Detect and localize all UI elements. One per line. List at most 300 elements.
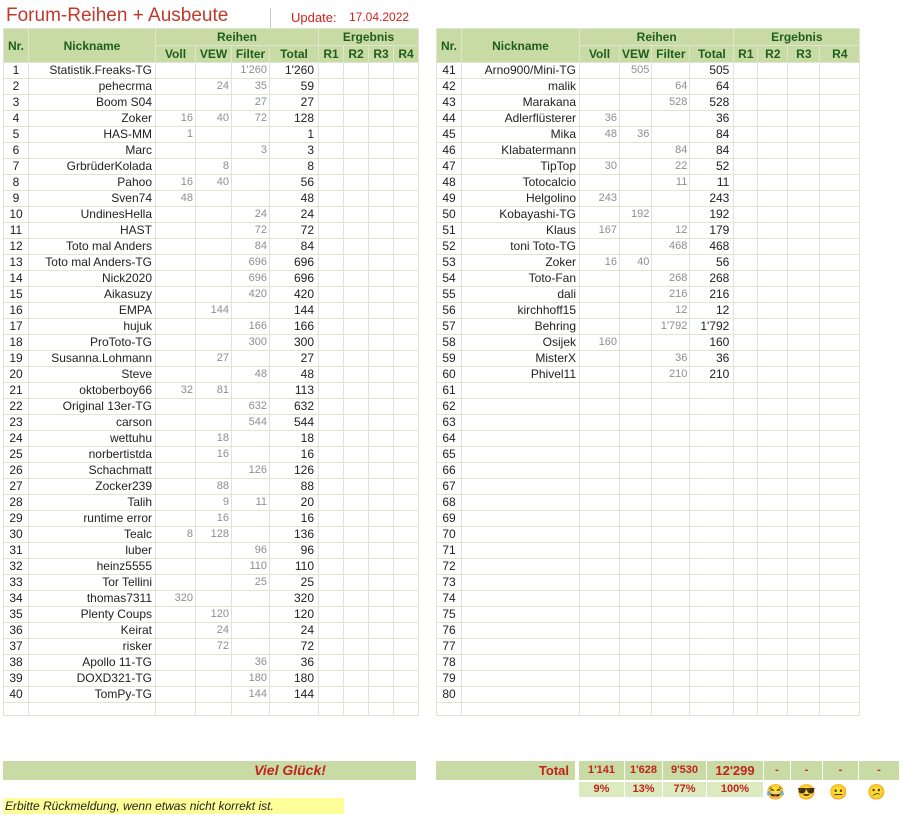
row-r2 xyxy=(758,687,788,703)
row-r2 xyxy=(344,79,369,95)
row-r2 xyxy=(344,639,369,655)
row-r3 xyxy=(369,143,394,159)
row-r2 xyxy=(758,127,788,143)
table-row xyxy=(4,687,419,703)
row-r2 xyxy=(758,399,788,415)
10er-smiley-icon: 😕 xyxy=(867,784,886,801)
table-row xyxy=(4,671,419,687)
col-r2: R2 xyxy=(344,46,369,63)
row-filter: 11 xyxy=(652,175,690,191)
row-r4 xyxy=(820,511,860,527)
row-filter: 144 xyxy=(232,687,270,703)
row-vew xyxy=(196,687,232,703)
row-filter xyxy=(652,207,690,223)
row-r3 xyxy=(369,223,394,239)
row-nickname: runtime error xyxy=(29,511,156,527)
row-r1 xyxy=(734,255,758,271)
row-r4 xyxy=(394,543,419,559)
row-r1 xyxy=(319,415,344,431)
row-nr: 64 xyxy=(437,431,462,447)
row-voll: 36 xyxy=(580,111,620,127)
sum-r2: - xyxy=(791,761,822,780)
row-nr: 42 xyxy=(437,79,462,95)
pct-vew: 13% xyxy=(625,782,662,797)
row-nickname: luber xyxy=(29,543,156,559)
table-row xyxy=(437,623,860,639)
update-label: Update: xyxy=(291,10,337,25)
row-total: 36 xyxy=(690,351,734,367)
row-r1 xyxy=(734,543,758,559)
row-nr: 69 xyxy=(437,511,462,527)
row-filter xyxy=(232,511,270,527)
footer-motto: Viel Glück! xyxy=(254,762,326,778)
blank-cell xyxy=(4,703,29,716)
row-nr: 33 xyxy=(4,575,29,591)
row-r2 xyxy=(344,527,369,543)
table-row xyxy=(4,655,419,671)
row-filter xyxy=(232,351,270,367)
row-r4 xyxy=(394,479,419,495)
row-filter: 632 xyxy=(232,399,270,415)
row-nr: 36 xyxy=(4,623,29,639)
row-filter: 22 xyxy=(652,159,690,175)
row-vew: 9 xyxy=(196,495,232,511)
row-nickname: TomPy-TG xyxy=(29,687,156,703)
row-voll xyxy=(156,575,196,591)
row-filter xyxy=(232,431,270,447)
blank-cell xyxy=(437,703,462,716)
row-nr: 72 xyxy=(437,559,462,575)
row-voll: 320 xyxy=(156,591,196,607)
row-voll xyxy=(580,271,620,287)
col-r1: R1 xyxy=(319,46,344,63)
row-voll: 167 xyxy=(580,223,620,239)
row-r3 xyxy=(369,399,394,415)
row-nr: 78 xyxy=(437,655,462,671)
row-r4 xyxy=(820,207,860,223)
table-row xyxy=(4,95,419,111)
row-vew xyxy=(620,399,652,415)
row-filter: 110 xyxy=(232,559,270,575)
row-r1 xyxy=(734,287,758,303)
row-nr: 43 xyxy=(437,95,462,111)
row-total: 16 xyxy=(270,511,319,527)
table-row xyxy=(437,351,860,367)
row-r2 xyxy=(344,367,369,383)
row-total: 505 xyxy=(690,63,734,79)
table-row xyxy=(4,175,419,191)
row-r3 xyxy=(369,479,394,495)
row-voll xyxy=(156,223,196,239)
row-nickname xyxy=(462,383,580,399)
row-nickname: oktoberboy66 xyxy=(29,383,156,399)
row-nr: 7 xyxy=(4,159,29,175)
row-voll xyxy=(580,447,620,463)
row-r4 xyxy=(820,367,860,383)
table-row xyxy=(437,191,860,207)
row-nr: 13 xyxy=(4,255,29,271)
row-filter: 72 xyxy=(232,111,270,127)
row-total: 632 xyxy=(270,399,319,415)
row-nr: 28 xyxy=(4,495,29,511)
col-nr: Nr. xyxy=(4,29,29,63)
row-nr: 56 xyxy=(437,303,462,319)
row-r2 xyxy=(758,111,788,127)
row-r2 xyxy=(344,591,369,607)
table-row xyxy=(4,607,419,623)
table-row xyxy=(4,335,419,351)
row-r3 xyxy=(788,111,820,127)
row-nickname: dali xyxy=(462,287,580,303)
row-r1 xyxy=(734,431,758,447)
table-row xyxy=(4,367,419,383)
row-r4 xyxy=(394,575,419,591)
row-voll xyxy=(156,95,196,111)
row-vew xyxy=(196,463,232,479)
table-row xyxy=(4,351,419,367)
row-vew xyxy=(620,671,652,687)
row-total xyxy=(690,511,734,527)
row-total xyxy=(690,639,734,655)
col-group-ergebnis: Ergebnis xyxy=(319,29,419,46)
blank-cell xyxy=(29,703,156,716)
row-nickname xyxy=(462,655,580,671)
row-r2 xyxy=(758,543,788,559)
row-r4 xyxy=(820,399,860,415)
row-nickname: kirchhoff15 xyxy=(462,303,580,319)
row-r1 xyxy=(734,623,758,639)
table-row xyxy=(4,287,419,303)
row-nr: 51 xyxy=(437,223,462,239)
row-nickname: MisterX xyxy=(462,351,580,367)
table-row xyxy=(437,687,860,703)
row-r2 xyxy=(758,463,788,479)
row-vew: 16 xyxy=(196,511,232,527)
row-nr: 4 xyxy=(4,111,29,127)
row-r3 xyxy=(788,79,820,95)
row-r4 xyxy=(394,271,419,287)
row-total: 144 xyxy=(270,303,319,319)
row-vew: 81 xyxy=(196,383,232,399)
row-r1 xyxy=(319,383,344,399)
table-row xyxy=(437,207,860,223)
table-row xyxy=(437,671,860,687)
row-total: 528 xyxy=(690,95,734,111)
row-r2 xyxy=(344,655,369,671)
row-nickname: Boom S04 xyxy=(29,95,156,111)
table-row xyxy=(437,399,860,415)
table-row xyxy=(437,95,860,111)
col-total: Total xyxy=(690,46,734,63)
row-r3 xyxy=(369,511,394,527)
row-nr: 1 xyxy=(4,63,29,79)
row-r4 xyxy=(394,607,419,623)
row-voll xyxy=(156,415,196,431)
row-r2 xyxy=(344,287,369,303)
row-r2 xyxy=(344,623,369,639)
row-r2 xyxy=(344,543,369,559)
blank-cell xyxy=(462,703,580,716)
blank-cell xyxy=(394,703,419,716)
row-r3 xyxy=(788,207,820,223)
row-r2 xyxy=(344,479,369,495)
row-r4 xyxy=(820,335,860,351)
row-voll xyxy=(580,143,620,159)
row-r2 xyxy=(758,559,788,575)
row-r4 xyxy=(394,175,419,191)
row-nr: 58 xyxy=(437,335,462,351)
col-vew: VEW xyxy=(620,46,652,63)
row-r1 xyxy=(319,655,344,671)
row-r3 xyxy=(369,655,394,671)
row-r3 xyxy=(369,79,394,95)
row-vew xyxy=(620,559,652,575)
row-filter xyxy=(652,255,690,271)
row-vew xyxy=(620,607,652,623)
row-nr: 76 xyxy=(437,623,462,639)
row-vew xyxy=(620,335,652,351)
row-nr: 11 xyxy=(4,223,29,239)
row-filter: 84 xyxy=(232,239,270,255)
row-total: 268 xyxy=(690,271,734,287)
row-nickname: Behring xyxy=(462,319,580,335)
row-r1 xyxy=(734,495,758,511)
blank-cell xyxy=(758,703,788,716)
row-vew xyxy=(620,431,652,447)
table-row xyxy=(437,239,860,255)
row-r2 xyxy=(344,175,369,191)
col-nr: Nr. xyxy=(437,29,462,63)
row-nr: 48 xyxy=(437,175,462,191)
sum-voll: 1'141 xyxy=(579,761,624,780)
row-r2 xyxy=(758,623,788,639)
row-filter: 166 xyxy=(232,319,270,335)
col-filter: Filter xyxy=(652,46,690,63)
row-vew xyxy=(620,479,652,495)
row-r2 xyxy=(344,191,369,207)
row-r1 xyxy=(734,559,758,575)
row-filter: 84 xyxy=(652,143,690,159)
row-nickname: Arno900/Mini-TG xyxy=(462,63,580,79)
table-row xyxy=(4,319,419,335)
row-nickname: Nick2020 xyxy=(29,271,156,287)
row-voll xyxy=(580,367,620,383)
row-r4 xyxy=(394,127,419,143)
row-r2 xyxy=(344,687,369,703)
row-vew xyxy=(196,271,232,287)
row-voll xyxy=(580,303,620,319)
row-filter: 210 xyxy=(652,367,690,383)
row-r1 xyxy=(734,479,758,495)
row-r1 xyxy=(319,543,344,559)
table-row xyxy=(437,223,860,239)
row-r4 xyxy=(820,543,860,559)
table-row xyxy=(4,79,419,95)
row-vew: 27 xyxy=(196,351,232,367)
row-voll: 243 xyxy=(580,191,620,207)
row-nickname: pehecrma xyxy=(29,79,156,95)
row-r4 xyxy=(820,447,860,463)
row-voll xyxy=(156,303,196,319)
row-r1 xyxy=(319,591,344,607)
row-r2 xyxy=(758,143,788,159)
update-value: 17.04.2022 xyxy=(349,10,410,24)
row-filter: 420 xyxy=(232,287,270,303)
row-total: 192 xyxy=(690,207,734,223)
row-r1 xyxy=(734,319,758,335)
row-filter: 3 xyxy=(232,143,270,159)
table-row xyxy=(437,79,860,95)
row-r2 xyxy=(758,495,788,511)
blank-cell xyxy=(820,703,860,716)
row-voll xyxy=(580,543,620,559)
row-total: 210 xyxy=(690,367,734,383)
row-nr: 6 xyxy=(4,143,29,159)
row-vew xyxy=(196,591,232,607)
row-r1 xyxy=(319,399,344,415)
row-r3 xyxy=(369,671,394,687)
row-vew xyxy=(620,655,652,671)
row-r4 xyxy=(394,623,419,639)
blank-cell xyxy=(156,703,196,716)
table-row xyxy=(4,191,419,207)
row-total: 696 xyxy=(270,271,319,287)
table-row xyxy=(437,639,860,655)
row-r4 xyxy=(820,639,860,655)
row-r3 xyxy=(369,319,394,335)
row-vew xyxy=(196,575,232,591)
row-total xyxy=(690,463,734,479)
row-voll xyxy=(156,255,196,271)
row-total: 544 xyxy=(270,415,319,431)
row-r1 xyxy=(734,447,758,463)
pct-voll: 9% xyxy=(579,782,624,797)
row-r2 xyxy=(344,127,369,143)
row-vew xyxy=(196,335,232,351)
row-vew xyxy=(196,239,232,255)
row-voll xyxy=(580,575,620,591)
row-vew xyxy=(196,415,232,431)
row-nickname: Statistik.Freaks-TG xyxy=(29,63,156,79)
row-nickname xyxy=(462,575,580,591)
row-nickname: Schachmatt xyxy=(29,463,156,479)
row-vew xyxy=(620,527,652,543)
table-row xyxy=(4,639,419,655)
row-filter xyxy=(232,447,270,463)
blank-cell xyxy=(232,703,270,716)
row-voll xyxy=(156,399,196,415)
row-r2 xyxy=(344,239,369,255)
row-filter xyxy=(232,303,270,319)
row-r1 xyxy=(319,367,344,383)
row-r1 xyxy=(319,239,344,255)
row-vew xyxy=(196,655,232,671)
row-r4 xyxy=(820,623,860,639)
row-vew xyxy=(620,223,652,239)
row-vew xyxy=(196,543,232,559)
row-r4 xyxy=(394,639,419,655)
row-filter: 216 xyxy=(652,287,690,303)
row-r1 xyxy=(319,575,344,591)
table-row xyxy=(437,383,860,399)
row-voll xyxy=(156,159,196,175)
row-voll xyxy=(580,479,620,495)
row-r4 xyxy=(820,111,860,127)
row-vew: 505 xyxy=(620,63,652,79)
row-r1 xyxy=(319,159,344,175)
col-vew: VEW xyxy=(196,46,232,63)
row-nickname: Apollo 11-TG xyxy=(29,655,156,671)
feedback-note: Erbitte Rückmeldung, wenn etwas nicht korrekt ist. xyxy=(3,798,344,814)
row-nickname: DOXD321-TG xyxy=(29,671,156,687)
row-r4 xyxy=(394,463,419,479)
row-total: 16 xyxy=(270,447,319,463)
row-r4 xyxy=(394,447,419,463)
row-r2 xyxy=(758,255,788,271)
row-r3 xyxy=(369,495,394,511)
row-r2 xyxy=(758,159,788,175)
row-r2 xyxy=(344,607,369,623)
row-filter xyxy=(232,607,270,623)
row-nr: 27 xyxy=(4,479,29,495)
row-vew: 144 xyxy=(196,303,232,319)
row-filter xyxy=(652,687,690,703)
row-total xyxy=(690,575,734,591)
row-r4 xyxy=(394,191,419,207)
row-voll xyxy=(580,63,620,79)
row-filter xyxy=(232,159,270,175)
row-total: 56 xyxy=(690,255,734,271)
row-r2 xyxy=(758,447,788,463)
row-r1 xyxy=(734,111,758,127)
row-nickname: Pahoo xyxy=(29,175,156,191)
row-total: 84 xyxy=(690,127,734,143)
row-nr: 17 xyxy=(4,319,29,335)
row-filter xyxy=(232,191,270,207)
row-nickname: toni Toto-TG xyxy=(462,239,580,255)
row-r1 xyxy=(734,511,758,527)
row-voll xyxy=(156,607,196,623)
row-r3 xyxy=(788,303,820,319)
row-total xyxy=(690,527,734,543)
row-r4 xyxy=(820,687,860,703)
row-nr: 8 xyxy=(4,175,29,191)
row-r1 xyxy=(734,63,758,79)
row-nr: 80 xyxy=(437,687,462,703)
table-row xyxy=(437,527,860,543)
sum-total: 12'299 xyxy=(707,761,763,780)
row-total: 24 xyxy=(270,207,319,223)
row-r3 xyxy=(788,495,820,511)
row-r4 xyxy=(394,207,419,223)
row-r3 xyxy=(369,287,394,303)
row-nickname xyxy=(462,639,580,655)
row-r4 xyxy=(820,255,860,271)
row-total: 696 xyxy=(270,255,319,271)
row-filter: 1'260 xyxy=(232,63,270,79)
11er-smiley-icon: 😐 xyxy=(829,784,848,801)
row-voll xyxy=(580,655,620,671)
row-vew xyxy=(620,175,652,191)
row-nr: 71 xyxy=(437,543,462,559)
row-r4 xyxy=(820,63,860,79)
row-r2 xyxy=(344,95,369,111)
row-filter xyxy=(652,479,690,495)
row-voll xyxy=(156,463,196,479)
row-nickname: HAST xyxy=(29,223,156,239)
row-nickname: Original 13er-TG xyxy=(29,399,156,415)
row-total: 166 xyxy=(270,319,319,335)
